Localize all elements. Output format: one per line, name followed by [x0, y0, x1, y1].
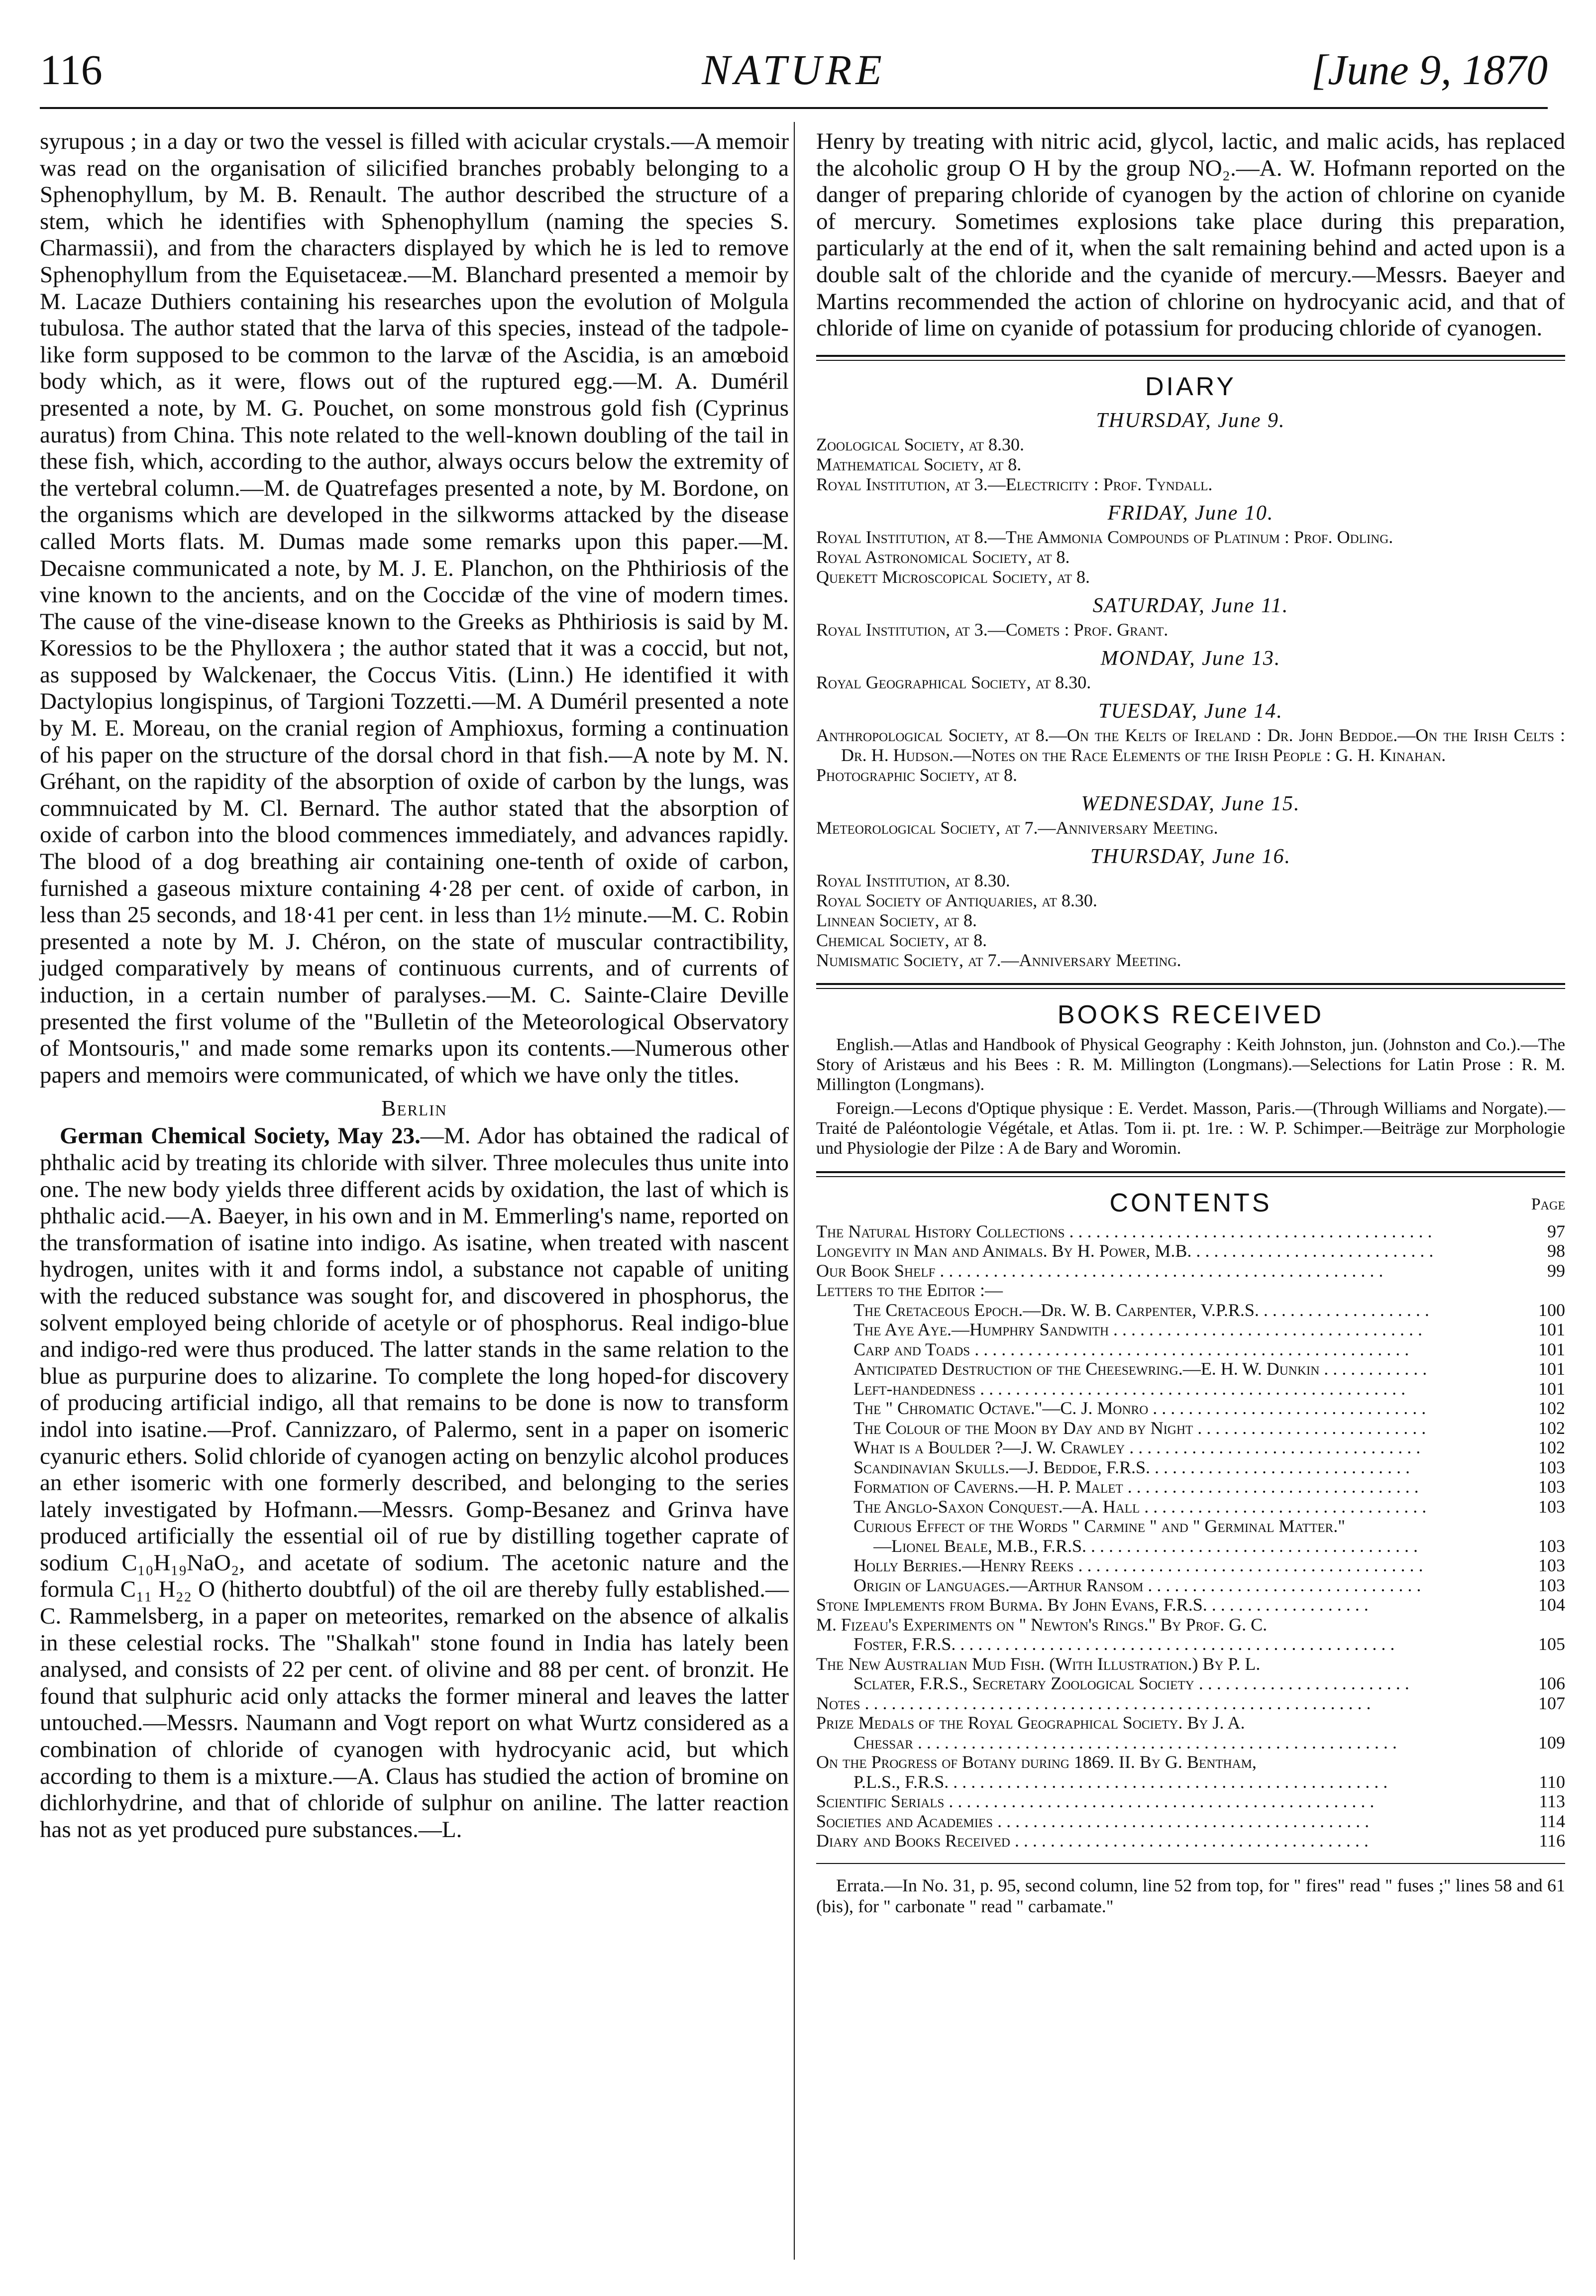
contents-item-title: Diary and Books Received . . . . . . . . . . . . . . . . . . . . . . . . . . . . . . . . . . . . . . . .: [816, 1831, 1369, 1851]
diary-entry: Meteorological Society, at 7.—Anniversary Meeting.: [816, 817, 1218, 838]
contents-item: [816, 1301, 1565, 1320]
contents-item-page: [1520, 1654, 1565, 1674]
section-rule: [816, 355, 1565, 361]
contents-item-title: Notes . . . . . . . . . . . . . . . . . . . . . . . . . . . . . . . . . . . . . . . . . . . . . . . . . . . . . . . . .: [816, 1693, 1371, 1713]
contents-item-page: [1520, 1517, 1565, 1536]
contents-item: [816, 1477, 1565, 1497]
left-column: [40, 128, 789, 1843]
contents-item-page: 103: [1538, 1496, 1565, 1517]
section-rule: [816, 1171, 1565, 1177]
diary-entry: Chemical Society, at 8.: [816, 930, 987, 950]
diary-day: MONDAY, June 13.: [1100, 647, 1281, 670]
contents-item-page: 116: [1539, 1831, 1565, 1851]
contents-item: [816, 1752, 1565, 1772]
diary-entry: Royal Society of Antiquaries, at 8.30.: [816, 890, 1097, 910]
contents-item-title: Curious Effect of the Words " Carmine " and " Germinal Matter.": [853, 1517, 1345, 1536]
berlin-report: [40, 1123, 789, 1843]
contents-item: [816, 1261, 1565, 1281]
contents-item-title: Chessar . . . . . . . . . . . . . . . . . . . . . . . . . . . . . . . . . . . . . . . . . . . . . . . . . . . . . .: [853, 1733, 1397, 1752]
contents-item-title: The New Australian Mud Fish. (With Illustration.) By P. L.: [816, 1654, 1261, 1674]
contents-item-title: Stone Implements from Burma. By John Evans, F.R.S. . . . . . . . . . . . . . . . . . .: [816, 1595, 1369, 1615]
contents-heading: CONTENTS: [1109, 1188, 1272, 1217]
diary-entry: Royal Astronomical Society, at 8.: [816, 547, 1070, 567]
contents-item: [816, 1320, 1565, 1340]
header-rule: [40, 107, 1548, 109]
contents-item-title: The " Chromatic Octave."—C. J. Monro . . . . . . . . . . . . . . . . . . . . . . . . . . . . . . .: [853, 1399, 1426, 1419]
right-column: [816, 128, 1565, 1917]
contents-item-title: Societies and Academies . . . . . . . . . . . . . . . . . . . . . . . . . . . . . . . . . . . . . . . . . .: [816, 1811, 1370, 1831]
diary-entry: Quekett Microscopical Society, at 8.: [816, 566, 1090, 587]
contents-item: [816, 1222, 1565, 1242]
page-number: 116: [40, 46, 103, 94]
contents-item-title: Prize Medals of the Royal Geographical Society. By J. A.: [816, 1713, 1245, 1733]
diary-heading: DIARY: [1145, 372, 1236, 401]
diary-day: SATURDAY, June 11.: [1092, 594, 1289, 617]
contents-item-page: 103: [1538, 1575, 1565, 1595]
journal-title: NATURE: [702, 46, 886, 94]
contents-item-title: The Anglo-Saxon Conquest.—A. Hall . . . . . . . . . . . . . . . . . . . . . . . . . . . . . . . .: [853, 1497, 1427, 1517]
contents-item-page: 101: [1538, 1319, 1565, 1340]
contents-item-title: P.L.S., F.R.S. . . . . . . . . . . . . . . . . . . . . . . . . . . . . . . . . . . . . . . . . . . . . . . . . .: [853, 1772, 1388, 1792]
diary-entry: Royal Institution, at 3.—Electricity : Prof. Tyndall.: [816, 474, 1213, 494]
contents-item-title: Sclater, F.R.S., Secretary Zoological Society . . . . . . . . . . . . . . . . . . . . . . . .: [853, 1674, 1409, 1694]
contents-item-title: Formation of Caverns.—H. P. Malet . . . . . . . . . . . . . . . . . . . . . . . . . . . . . . . . .: [853, 1477, 1419, 1497]
diary-day: TUESDAY, June 14.: [1098, 699, 1283, 723]
diary-section: [816, 372, 1565, 970]
contents-item: [816, 1379, 1565, 1399]
contents-item: [816, 1733, 1565, 1753]
contents-item: [816, 1595, 1565, 1615]
contents-item-page: 109: [1538, 1732, 1565, 1752]
contents-item-page: 107: [1538, 1693, 1565, 1713]
contents-item-title: M. Fizeau's Experiments on " Newton's Rings." By Prof. G. C.: [816, 1615, 1268, 1635]
contents-item: [816, 1772, 1565, 1792]
contents-item-title: The Colour of the Moon by Day and by Night . . . . . . . . . . . . . . . . . . . . . . . . . .: [853, 1418, 1426, 1438]
diary-entry: Royal Institution, at 3.—Comets : Prof. Grant.: [816, 619, 1169, 640]
contents-item-title: Origin of Languages.—Arthur Ransom . . . . . . . . . . . . . . . . . . . . . . . . . . . . . . .: [853, 1575, 1421, 1595]
contents-item-title: Our Book Shelf . . . . . . . . . . . . . . . . . . . . . . . . . . . . . . . . . . . . . . . . . . . . . . . . . .: [816, 1261, 1383, 1281]
berlin-heading: Berlin: [381, 1096, 447, 1121]
contents-item-page: [1520, 1713, 1565, 1733]
diary-day: FRIDAY, June 10.: [1107, 501, 1274, 525]
diary-entry: Photographic Society, at 8.: [816, 765, 1017, 785]
issue-date: [June 9, 1870: [1311, 46, 1548, 94]
section-rule: [816, 983, 1565, 989]
contents-item-title: Scandinavian Skulls.—J. Beddoe, F.R.S. . . . . . . . . . . . . . . . . . . . . . . . . . . . . .: [853, 1457, 1410, 1477]
diary-day: THURSDAY, June 16.: [1090, 845, 1291, 868]
contents-item-page: 105: [1538, 1634, 1565, 1654]
contents-item-page: [1520, 1615, 1565, 1635]
contents-item-page: 103: [1538, 1555, 1565, 1576]
contents-item: [816, 1458, 1565, 1478]
contents-item-title: Carp and Toads . . . . . . . . . . . . . . . . . . . . . . . . . . . . . . . . . . . . . . . . . . . . . . . . .: [853, 1339, 1409, 1359]
contents-item-title: Letters to the Editor :—: [816, 1281, 1003, 1301]
contents-item: [816, 1340, 1565, 1360]
contents-item-page: 98: [1547, 1241, 1565, 1261]
berlin-body: —M. Ador has obtained the radical of phthalic acid by treating its chloride with silver. Three molecules thus unite into one. The new body yields three different acids by oxidation, the last of which is phthalic acid.—A. Baeyer, in his own and in M. Emmerling's name, reported on the transformation of isatine into indigo. As isatine, when treated with nascent hydrogen, unites with it and forms indol, a substance not capable of uniting with the reduced substance was sought for, and discovered in phosphorus, the solvent employed being chloride of acetyle or of phosphorus. Real indigo-blue and indigo-red were thus produced. The latter stands in the same relation to the blue as purpurine does to alizarine. To complete the long hoped-for discovery of producing artificial indigo, all that remains to be done is now to transform indol into isatine.—Prof. Cannizzaro, of Palermo, sent in a paper on isomeric cyanuric ethers. Solid chloride of cyanogen acting on benzylic alcohol produces an ether isomeric with one formerly described, and belonging to the series lately investigated by Hofmann.—Messrs. Gomp-Besanez and Grinva have produced artificially the essential oil of rue by distilling together caprate of sodium C₁₀H₁₉NaO₂, and acetate of sodium. The acetonic nature and the formula C₁₁ H₂₂ O (hitherto doubtful) of the oil are thereby fully established.—C. Rammelsberg, in a paper on meteorites, remarked on the absence of alkalis in these celestial rocks. The "Shalkah" stone found in India has lately been analysed, and consists of 22 per cent. of olivine and 88 per cent. of bronzit. He found that sulphuric acid only attacks the former mineral and leaves the latter untouched.—Messrs. Naumann and Vogt report on what Wurtz considered as a combination of chloride of cyanogen with hydrocyanic acid, but which according to them is a mixture.—A. Claus has studied the action of bromine on dichlorhydrine, and that of chloride of sulphur on aniline. The latter reaction has not as yet produced pure substances.—L.: [40, 1123, 789, 1843]
contents-item-title: The Cretaceous Epoch.—Dr. W. B. Carpenter, V.P.R.S. . . . . . . . . . . . . . . . . . . .: [853, 1300, 1429, 1320]
contents-list: [816, 1222, 1565, 1851]
contents-item: [816, 1694, 1565, 1714]
contents-item: [816, 1359, 1565, 1379]
diary-entry: Anthropological Society, at 8.—On the Kelts of Ireland : Dr. John Beddoe.—On the Irish Celts : Dr. H. Hudson.—Notes on the Race Elements of the Irish People : G. H. Kinahan.: [816, 725, 1565, 765]
contents-item: [816, 1438, 1565, 1458]
contents-item-page: 99: [1547, 1260, 1565, 1281]
contents-item-title: Left-handedness . . . . . . . . . . . . . . . . . . . . . . . . . . . . . . . . . . . . . . . . . . . . . . . .: [853, 1379, 1406, 1399]
contents-page-label: Page: [1531, 1195, 1565, 1213]
contents-item-page: 97: [1547, 1221, 1565, 1241]
column-divider: [794, 122, 795, 2260]
contents-item-page: 103: [1538, 1477, 1565, 1497]
contents-item: [816, 1497, 1565, 1517]
contents-item-title: —Lionel Beale, M.B., F.R.S. . . . . . . . . . . . . . . . . . . . . . . . . . . . . . . . . . . . . .: [873, 1536, 1418, 1556]
contents-item: [816, 1635, 1565, 1654]
books-english: English.—Atlas and Handbook of Physical Geography : Keith Johnston, jun. (Johnston and Co.).—The Story of Aristæus and his Bees : R. M. Millington (Longmans).—Selections for Latin Prose : R. M. Millington (Longmans).: [816, 1034, 1565, 1094]
berlin-continuation: Henry by treating with nitric acid, glycol, lactic, and malic acids, has replaced the alcoholic group O H by the group NO₂.—A. W. Hofmann reported on the danger of preparing chloride of cyanogen by the action of chlorine on cyanide of mercury. Sometimes explosions take place during this preparation, particularly at the end of it, when the salt remaining behind and acted upon is a double salt of the chloride and the cyanide of mercury.—Messrs. Baeyer and Martins recommended the action of chlorine on hydrocyanic acid, and that of chloride of lime on cyanide of potassium for producing chloride of cyanogen.: [816, 128, 1565, 341]
errata-rule: [816, 1863, 1565, 1864]
diary-entry: Royal Institution, at 8.—The Ammonia Compounds of Platinum : Prof. Odling.: [816, 527, 1393, 547]
contents-item: [816, 1419, 1565, 1438]
contents-item-page: 103: [1538, 1457, 1565, 1477]
contents-item-title: The Aye Aye.—Humphry Sandwith . . . . . . . . . . . . . . . . . . . . . . . . . . . . . . . . . . .: [853, 1320, 1423, 1340]
diary-day: WEDNESDAY, June 15.: [1081, 792, 1300, 815]
contents-item: [816, 1281, 1565, 1301]
contents-item-page: 101: [1538, 1339, 1565, 1359]
diary-list: [816, 409, 1565, 970]
contents-item: [816, 1812, 1565, 1832]
contents-item-page: 113: [1539, 1791, 1565, 1812]
contents-item-page: [1520, 1752, 1565, 1772]
diary-entry: Zoological Society, at 8.30.: [816, 434, 1025, 454]
contents-item: [816, 1713, 1565, 1733]
contents-item: [816, 1615, 1565, 1635]
diary-entry: Royal Geographical Society, at 8.30.: [816, 672, 1091, 692]
contents-header: [816, 1188, 1565, 1219]
contents-item-page: 101: [1538, 1378, 1565, 1399]
contents-item-page: [1520, 1281, 1565, 1301]
diary-entry: Numismatic Society, at 7.—Anniversary Meeting.: [816, 950, 1181, 970]
contents-item: [816, 1576, 1565, 1596]
books-heading: BOOKS RECEIVED: [1057, 1000, 1324, 1029]
contents-item-page: 110: [1539, 1771, 1565, 1792]
contents-item-page: 102: [1538, 1418, 1565, 1438]
contents-item-title: Foster, F.R.S. . . . . . . . . . . . . . . . . . . . . . . . . . . . . . . . . . . . . . . . . . . . . . . . . .: [853, 1635, 1395, 1654]
contents-item-title: Anticipated Destruction of the Cheesewring.—E. H. W. Dunkin . . . . . . . . . . . .: [853, 1359, 1427, 1379]
contents-item: [816, 1792, 1565, 1812]
contents-item: [816, 1241, 1565, 1261]
contents-item-page: 101: [1538, 1359, 1565, 1379]
contents-item: [816, 1536, 1565, 1556]
contents-item-page: 102: [1538, 1437, 1565, 1458]
contents-item-title: What is a Boulder ?—J. W. Crawley . . . . . . . . . . . . . . . . . . . . . . . . . . . . . . . . .: [853, 1438, 1421, 1458]
contents-item: [816, 1556, 1565, 1576]
diary-entry: Mathematical Society, at 8.: [816, 454, 1022, 474]
berlin-lead: German Chemical Society, May 23.: [60, 1123, 421, 1149]
diary-entry: Linnean Society, at 8.: [816, 910, 977, 930]
contents-item-page: 102: [1538, 1398, 1565, 1419]
diary-entry: Royal Institution, at 8.30.: [816, 870, 1010, 890]
contents-item: [816, 1674, 1565, 1694]
contents-item-page: 100: [1538, 1300, 1565, 1320]
books-section: [816, 1000, 1565, 1158]
contents-section: [816, 1188, 1565, 1851]
errata-note: Errata.—In No. 31, p. 95, second column, line 52 from top, for " fires" read " fuses ;" lines 58 and 61 (bis), for " carbonate " read " carbamate.": [816, 1875, 1565, 1916]
contents-item-title: Longevity in Man and Animals. By H. Power, M.B. . . . . . . . . . . . . . . . . . . . . . . . . . . .: [816, 1241, 1434, 1261]
contents-item: [816, 1654, 1565, 1674]
diary-day: THURSDAY, June 9.: [1096, 409, 1285, 432]
page-header: [40, 45, 1548, 105]
paris-academy-report: syrupous ; in a day or two the vessel is filled with acicular crystals.—A memoir was read on the organisation of silicified branches probably belonging to a Sphenophyllum, by M. B. Renault. The author described the structure of a stem, which he identifies with Sphenophyllum (naming the species S. Charmassii), and from the characters displayed by which he is led to remove Sphenophyllum from the Equisetaceæ.—M. Blanchard presented a memoir by M. Lacaze Duthiers containing his researches upon the evolution of Molgula tubulosa. The author stated that the larva of this species, instead of the tadpole-like form supposed to be common to the larvæ of the Ascidia, is an amœboid body which, as it were, flows out of the ruptured egg.—M. A. Duméril presented a note, by M. G. Pouchet, on some monstrous gold fish (Cyprinus auratus) from China. This note related to the well-known doubling of the tail in these fish, which, according to the author, always occurs below the extremity of the vertebral column.—M. de Quatrefages presented a note, by M. Bordone, on the organisms which are developed in the silkworms attacked by the disease called Morts flats. M. Dumas made some remarks upon this paper.—M. Decaisne communicated a note, by M. J. E. Planchon, on the Phthiriosis of the vine known to the ancients, and on the Coccidæ of the vine of modern times. The cause of the vine-disease known to the Greeks as Phthiriosis is said by M. Koressios to be the Phylloxera ; the author stated that it was a coccid, but not, as supposed by Walckenaer, the Coccus Vitis. (Linn.) He identified it with Dactylopius longispinus, of Targioni Tozzetti.—M. A Duméril presented a note by M. E. Moreau, on the cranial region of Amphioxus, forming a continuation of his paper on the structure of the dorsal chord in that fish.—A note by M. N. Gréhant, on the rapidity of the absorption of oxide of carbon by the lungs, was commnuicated by M. Cl. Bernard. The author stated that the absorption of oxide of carbon into the blood commences immediately, and advances rapidly. The blood of a dog breathing air containing one-tenth of oxide of carbon, furnished a gaseous mixture containing 4·28 per cent. of oxide of carbon, in less than 25 seconds, and 18·41 per cent. in less than 1½ minute.—M. C. Robin presented a note by M. J. Chéron, on the state of muscular contractibility, judged comparatively by means of continuous currents, and of currents of induction, in a certain number of paralyses.—M. C. Sainte-Claire Deville presented the first volume of the "Bulletin of the Meteorological Observatory of Montsouris," and made some remarks upon its contents.—Numerous other papers and memoirs were communicated, of which we have only the titles.: [40, 128, 789, 1088]
contents-item: [816, 1831, 1565, 1851]
contents-item: [816, 1517, 1565, 1536]
contents-item-title: Scientific Serials . . . . . . . . . . . . . . . . . . . . . . . . . . . . . . . . . . . . . . . . . . . . . . . .: [816, 1792, 1375, 1812]
contents-item-page: 106: [1538, 1673, 1565, 1694]
contents-item-title: The Natural History Collections . . . . . . . . . . . . . . . . . . . . . . . . . . . . . . . . . . . . . . . . .: [816, 1221, 1432, 1241]
contents-item-page: 114: [1539, 1811, 1565, 1831]
contents-item: [816, 1399, 1565, 1419]
contents-item-title: Holly Berries.—Henry Reeks . . . . . . . . . . . . . . . . . . . . . . . . . . . . . . . . . . . . . . .: [853, 1556, 1423, 1576]
contents-item-page: 103: [1538, 1535, 1565, 1556]
books-foreign: Foreign.—Lecons d'Optique physique : E. Verdet. Masson, Paris.—(Through Williams and Norgate).—Traité de Paléontologie Végétale, et Atlas. Tom ii. pt. 1re. : W. P. Schimper.—Beiträge zur Morphologie und Physiologie der Pilze : A de Bary and Woromin.: [816, 1098, 1565, 1158]
contents-item-page: 104: [1538, 1595, 1565, 1615]
contents-item-title: On the Progress of Botany during 1869. II. By G. Bentham,: [816, 1752, 1257, 1772]
